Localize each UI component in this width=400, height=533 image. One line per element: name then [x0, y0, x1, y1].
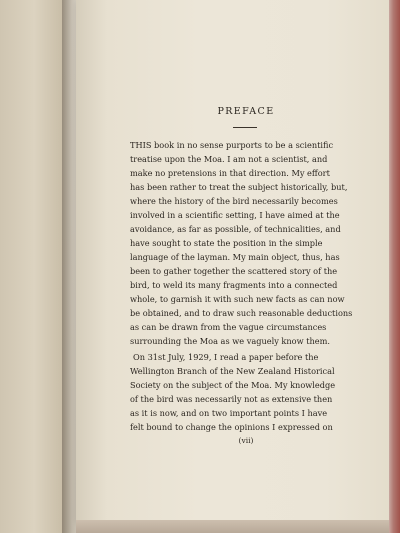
page-bottom-edge	[76, 520, 389, 533]
facing-left-page	[0, 0, 62, 533]
text-line: felt bound to change the opinions I expressed on	[130, 422, 333, 432]
text-line: On 31st July, 1929, I read a paper before the	[133, 352, 319, 362]
text-line: as it is now, and on two important points I have	[130, 408, 328, 418]
heading-rule	[233, 127, 257, 128]
text-line: been to gather together the scattered story of the	[130, 266, 338, 276]
text-line: be obtained, and to draw such reasonable deductions	[130, 308, 353, 318]
text-line: surrounding the Moa as we vaguely know them.	[130, 336, 330, 346]
text-line: language of the layman. My main object, thus, has	[130, 252, 340, 262]
text-line: make no pretensions in that direction. My effort	[130, 168, 330, 178]
text-line: have sought to state the position in the simple	[130, 238, 323, 248]
text-line: whole, to garnish it with such new facts as can now	[130, 294, 345, 304]
text-line: as can be drawn from the vague circumstances	[130, 322, 327, 332]
page-folio: (vii)	[238, 436, 254, 445]
text-line: bird, to weld its many fragments into a connected	[130, 280, 338, 290]
text-line: Society on the subject of the Moa. My knowledge	[130, 380, 336, 390]
text-line: Wellington Branch of the New Zealand Historical	[130, 366, 335, 376]
text-line: where the history of the bird necessarily becomes	[130, 196, 338, 206]
text-line: of the bird was necessarily not as extensive then	[130, 394, 333, 404]
text-line: treatise upon the Moa. I am not a scientist, and	[130, 154, 328, 164]
text-line: has been rather to treat the subject historically, but,	[130, 182, 348, 192]
text-line: involved in a scientific setting, I have aimed at the	[130, 210, 340, 220]
text-line: avoidance, as far as possible, of technicalities, and	[130, 224, 341, 234]
preface-heading: PREFACE	[217, 106, 275, 117]
text-line: THIS book in no sense purports to be a scientific	[130, 140, 334, 150]
